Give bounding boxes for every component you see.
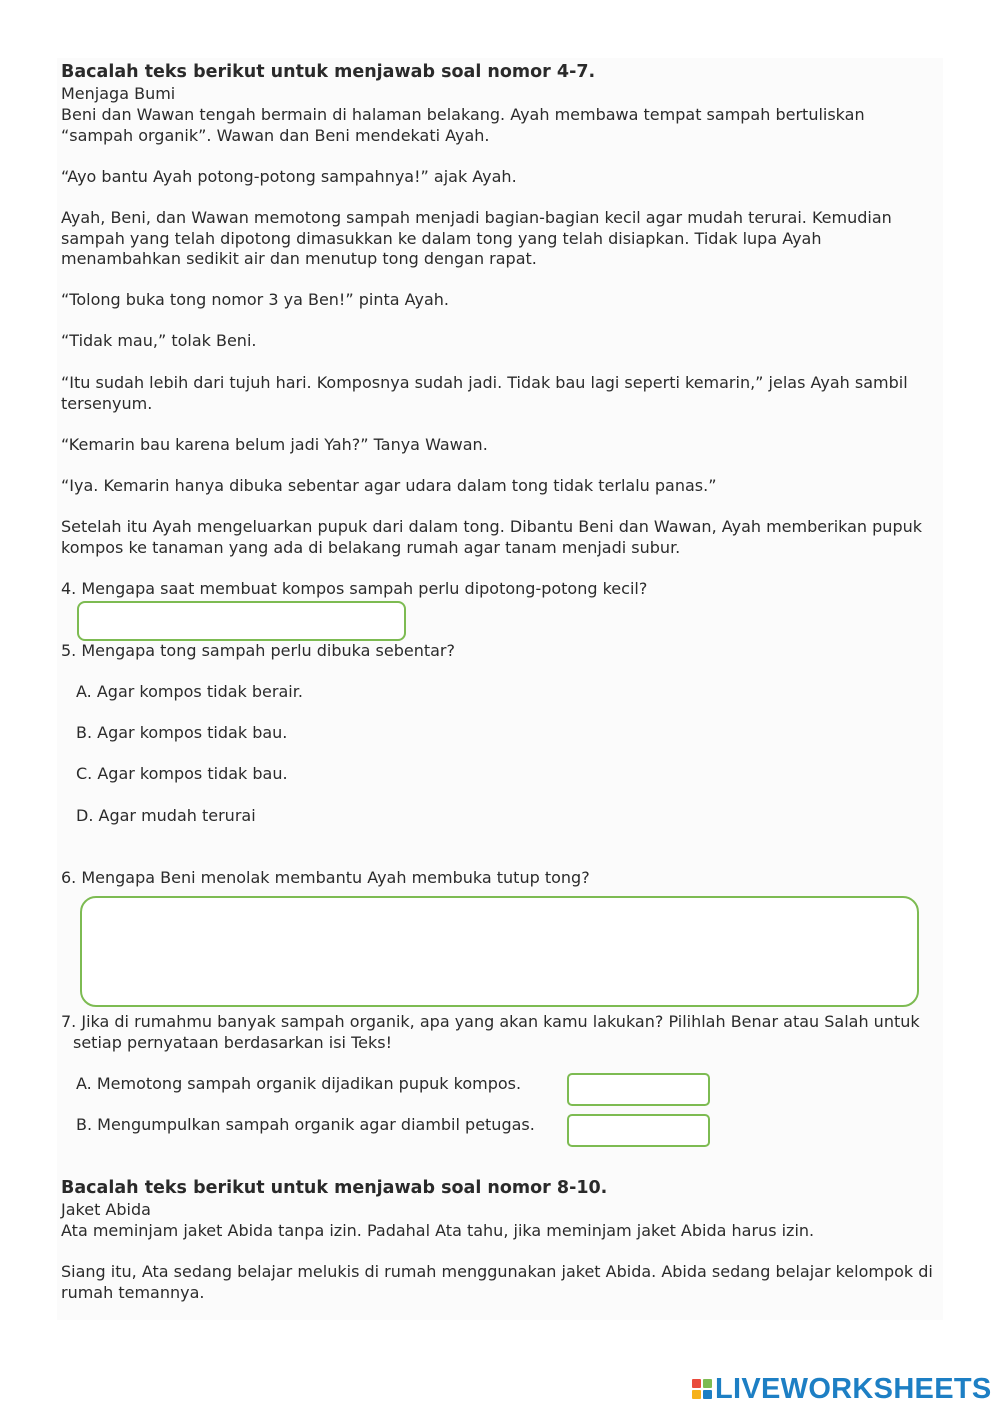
passage1-line: Beni dan Wawan tengah bermain di halaman belakang. Ayah membawa tempat sampah bertuliskan — [61, 105, 865, 124]
q6-answer-textarea[interactable] — [80, 896, 919, 1007]
q5-option-d[interactable]: D. Agar mudah terurai — [76, 806, 256, 825]
passage2-title: Jaket Abida — [61, 1200, 151, 1219]
logo-square — [703, 1390, 712, 1399]
q5-option-b[interactable]: B. Agar kompos tidak bau. — [76, 723, 288, 742]
passage2-line: Ata meminjam jaket Abida tanpa izin. Padahal Ata tahu, jika meminjam jaket Abida harus izin. — [61, 1221, 815, 1240]
logo-square — [692, 1390, 701, 1399]
passage1-heading: Bacalah teks berikut untuk menjawab soal nomor 4-7. — [61, 62, 596, 82]
passage1-line: kompos ke tanaman yang ada di belakang rumah agar tanam menjadi subur. — [61, 538, 681, 557]
logo-square — [703, 1379, 712, 1388]
question-5: 5. Mengapa tong sampah perlu dibuka sebentar? — [61, 641, 455, 660]
passage1-line: “Kemarin bau karena belum jadi Yah?” Tanya Wawan. — [61, 435, 488, 454]
passage1-line: Setelah itu Ayah mengeluarkan pupuk dari dalam tong. Dibantu Beni dan Wawan, Ayah memberikan pupuk — [61, 517, 923, 536]
passage1-line: “sampah organik”. Wawan dan Beni mendekati Ayah. — [61, 126, 490, 145]
liveworksheets-logo[interactable] — [692, 1374, 992, 1404]
q7-statement-b: B. Mengumpulkan sampah organik agar diambil petugas. — [76, 1115, 535, 1134]
logo-text: LIVEWORKSHEETS — [715, 1372, 992, 1405]
question-6: 6. Mengapa Beni menolak membantu Ayah membuka tutup tong? — [61, 868, 590, 887]
passage1-line: “Ayo bantu Ayah potong-potong sampahnya!” ajak Ayah. — [61, 167, 517, 186]
passage1-line: sampah yang telah dipotong dimasukkan ke dalam tong yang telah disiapkan. Tidak lupa Ayah — [61, 229, 822, 248]
passage1-line: “Tolong buka tong nomor 3 ya Ben!” pinta Ayah. — [61, 290, 449, 309]
q7-answer-a-input[interactable] — [567, 1073, 710, 1106]
passage1-line: “Itu sudah lebih dari tujuh hari. Komposnya sudah jadi. Tidak bau lagi seperti kemarin,” jelas Ayah sambil — [61, 373, 908, 392]
logo-mark-icon — [692, 1379, 712, 1399]
passage1-line: tersenyum. — [61, 394, 153, 413]
passage1-line: “Tidak mau,” tolak Beni. — [61, 331, 257, 350]
q4-answer-input[interactable] — [77, 601, 406, 641]
passage1-title: Menjaga Bumi — [61, 84, 176, 103]
q5-option-c[interactable]: C. Agar kompos tidak bau. — [76, 764, 288, 783]
q5-option-a[interactable]: A. Agar kompos tidak berair. — [76, 682, 303, 701]
question-4: 4. Mengapa saat membuat kompos sampah perlu dipotong-potong kecil? — [61, 579, 648, 598]
passage1-line: menambahkan sedikit air dan menutup tong dengan rapat. — [61, 249, 537, 268]
passage1-line: “Iya. Kemarin hanya dibuka sebentar agar udara dalam tong tidak terlalu panas.” — [61, 476, 717, 495]
q7-statement-a: A. Memotong sampah organik dijadikan pupuk kompos. — [76, 1074, 522, 1093]
q7-answer-b-input[interactable] — [567, 1114, 710, 1147]
question-7: 7. Jika di rumahmu banyak sampah organik, apa yang akan kamu lakukan? Pilihlah Benar atau Salah untuk — [61, 1012, 920, 1031]
passage2-line: Siang itu, Ata sedang belajar melukis di rumah menggunakan jaket Abida. Abida sedang belajar kelompok di — [61, 1262, 933, 1281]
logo-square — [692, 1379, 701, 1388]
passage2-line: rumah temannya. — [61, 1283, 205, 1302]
question-7-cont: setiap pernyataan berdasarkan isi Teks! — [73, 1033, 392, 1052]
passage1-line: Ayah, Beni, dan Wawan memotong sampah menjadi bagian-bagian kecil agar mudah terurai. Kemudian — [61, 208, 892, 227]
passage2-heading: Bacalah teks berikut untuk menjawab soal nomor 8-10. — [61, 1178, 608, 1198]
